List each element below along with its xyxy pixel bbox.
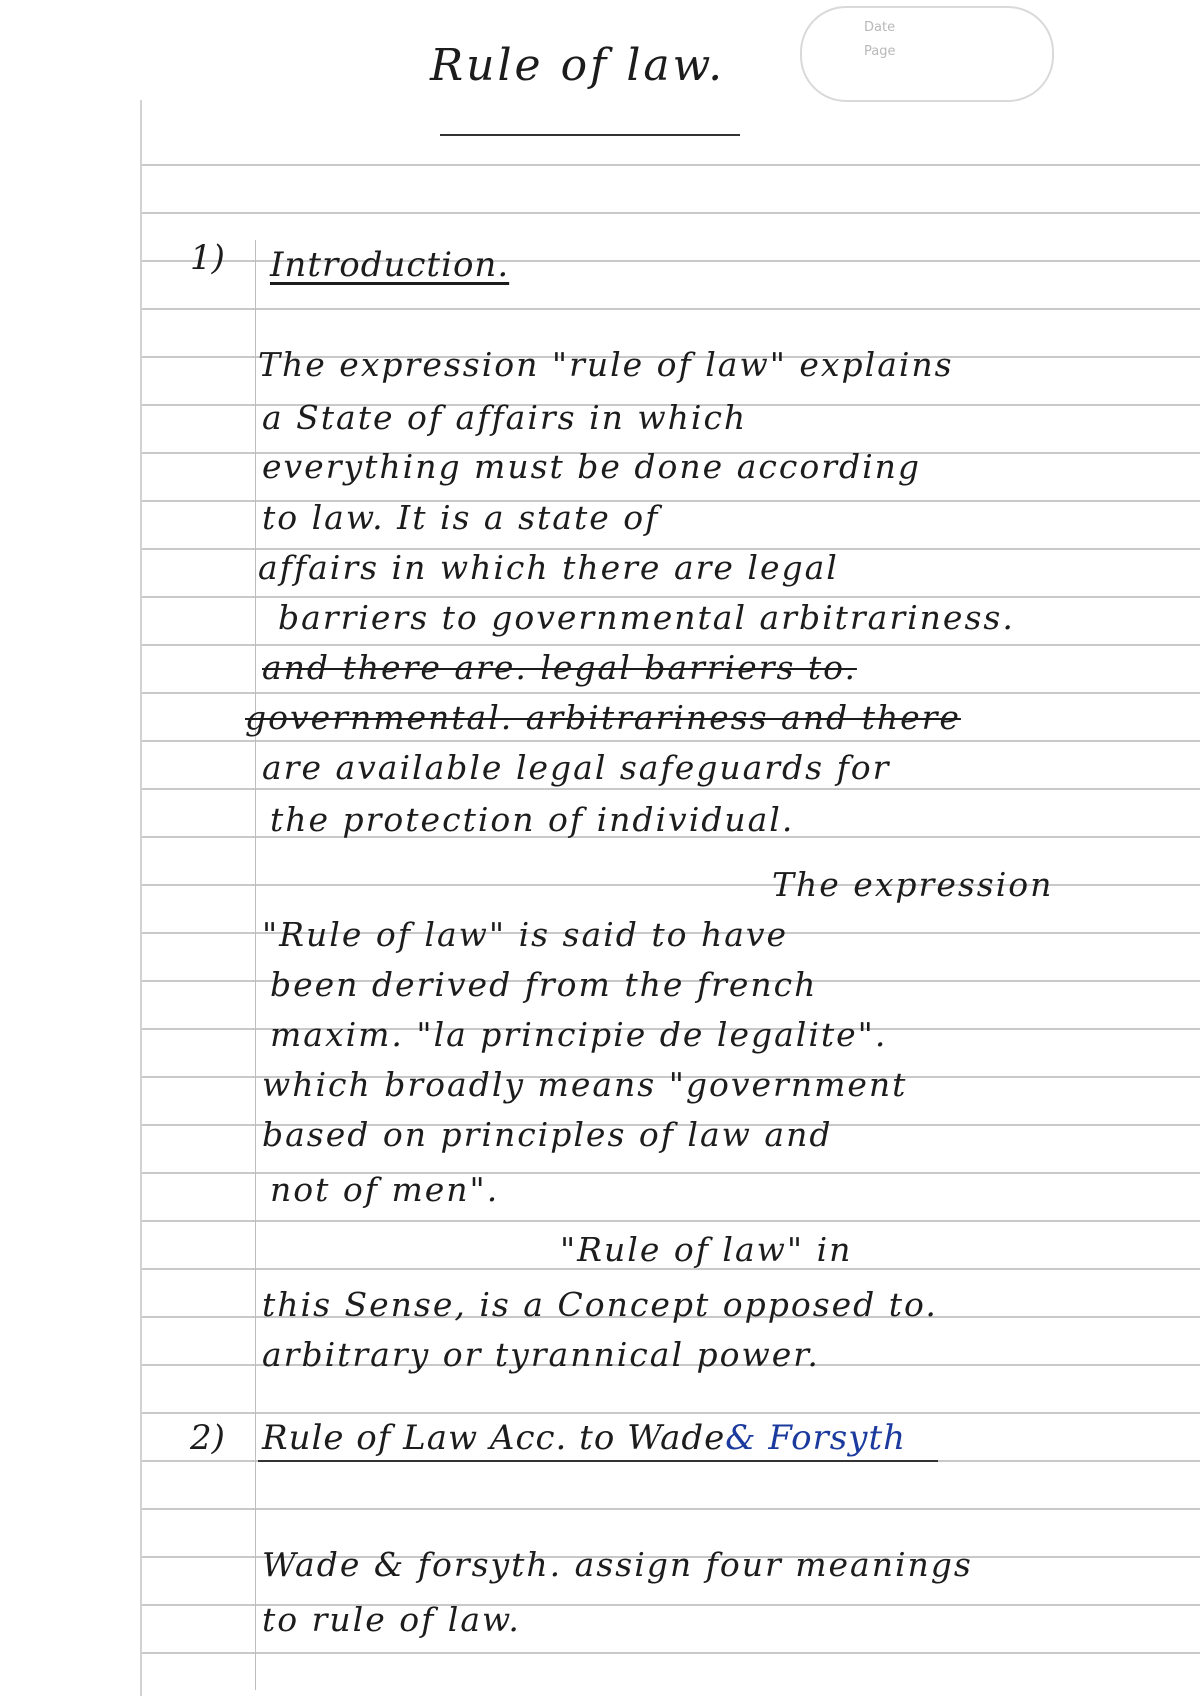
intro-line: arbitrary or tyrannical power. <box>262 1335 820 1374</box>
intro-line: everything must be done according <box>262 447 922 486</box>
margin-line <box>255 240 256 1690</box>
date-label: Date <box>864 20 896 35</box>
intro-line: "Rule of law" is said to have <box>262 915 789 954</box>
section-2-line: to rule of law. <box>262 1600 521 1639</box>
date-page-box <box>800 6 1054 102</box>
intro-line: to law. It is a state of <box>262 498 660 537</box>
intro-line: maxim. "la principie de legalite". <box>270 1015 888 1054</box>
intro-line: a State of affairs in which <box>262 398 748 437</box>
intro-line: the protection of individual. <box>270 800 795 839</box>
section-2-line: Wade & forsyth. assign four meanings <box>262 1545 973 1584</box>
section-2-heading-blue: & Forsyth <box>725 1418 907 1458</box>
section-2-heading <box>262 1418 906 1458</box>
intro-struck-line: governmental. arbitrariness and there <box>245 698 961 737</box>
intro-struck-line: and there are. legal barriers to. <box>262 648 857 687</box>
intro-line: The expression "rule of law" explains <box>258 345 954 384</box>
intro-line: are available legal safeguards for <box>262 748 891 787</box>
section-1-heading: Introduction. <box>270 245 510 285</box>
intro-line: "Rule of law" in <box>560 1230 853 1269</box>
page-left-edge <box>140 100 142 1696</box>
intro-line: The expression <box>772 865 1054 904</box>
page-label: Page <box>864 44 896 59</box>
intro-line: which broadly means "government <box>262 1065 908 1104</box>
section-1-number: 1) <box>190 238 225 278</box>
title-underline <box>440 134 740 136</box>
intro-line: based on principles of law and <box>262 1115 833 1154</box>
section-2-heading-main: Rule of Law Acc. to Wade <box>262 1418 726 1458</box>
intro-line: not of men". <box>270 1170 500 1209</box>
intro-line: barriers to governmental arbitrariness. <box>278 598 1015 637</box>
section-2-underline <box>258 1460 938 1462</box>
section-2-number: 2) <box>190 1418 225 1458</box>
intro-line: been derived from the french <box>270 965 818 1004</box>
intro-line: affairs in which there are legal <box>258 548 839 587</box>
intro-line: this Sense, is a Concept opposed to. <box>262 1285 938 1324</box>
page-title: Rule of law. <box>430 40 726 91</box>
